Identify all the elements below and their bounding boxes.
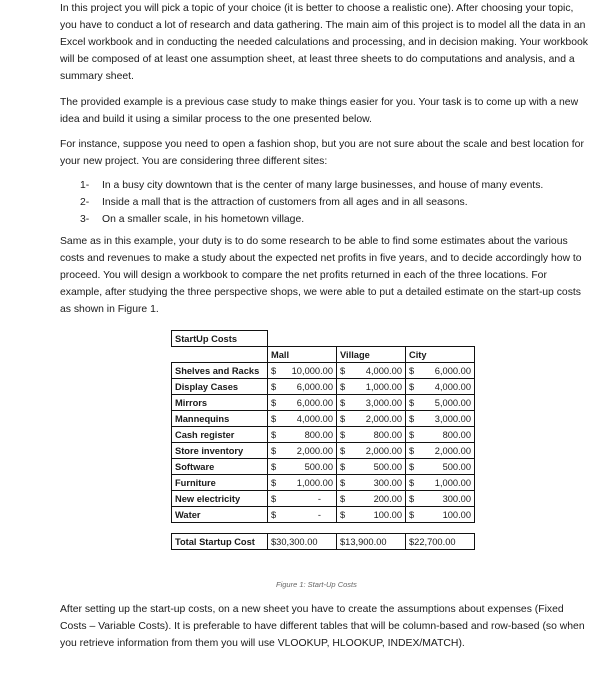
cost-cell: $ 3,000.00 bbox=[337, 395, 406, 411]
total-label: Total Startup Cost bbox=[172, 534, 268, 550]
cost-cell: $ 500.00 bbox=[268, 459, 337, 475]
column-header: Mall bbox=[268, 347, 337, 363]
table-row bbox=[172, 475, 475, 491]
cost-cell: $ - bbox=[268, 491, 337, 507]
cost-cell: $ 6,000.00 bbox=[268, 395, 337, 411]
total-row bbox=[172, 534, 475, 550]
table-row bbox=[172, 459, 475, 475]
startup-costs-table bbox=[171, 330, 475, 550]
row-label: Software bbox=[172, 459, 268, 475]
cost-cell: $ 500.00 bbox=[406, 459, 475, 475]
cost-cell: $ 800.00 bbox=[268, 427, 337, 443]
paragraph-after: After setting up the start-up costs, on a new sheet you have to create the assumptions about expenses (Fixed Costs – Variable Costs). It is preferable to have different tables that will be column-based and row-based (so when you retrieve information from them you will use VLOOKUP, HLOOKUP, INDEX/MATCH). bbox=[60, 604, 585, 649]
paragraph-example: The provided example is a previous case study to make things easier for you. Your task is to come up with a new idea and build it using a similar process to the one presented below. bbox=[60, 97, 579, 125]
row-label: Store inventory bbox=[172, 443, 268, 459]
paragraph-instance: For instance, suppose you need to open a fashion shop, but you are not sure about the scale and best location for your new project. You are considering three different sites: bbox=[60, 139, 584, 167]
row-label: Water bbox=[172, 507, 268, 523]
total-cell: $30,300.00 bbox=[268, 534, 337, 550]
list-item bbox=[60, 178, 588, 195]
list-item bbox=[60, 212, 588, 229]
cost-cell: $ 2,000.00 bbox=[337, 443, 406, 459]
table-row bbox=[172, 491, 475, 507]
cost-cell: $ 1,000.00 bbox=[337, 379, 406, 395]
cost-cell: $ 300.00 bbox=[337, 475, 406, 491]
row-label: Mannequins bbox=[172, 411, 268, 427]
cost-cell: $ 2,000.00 bbox=[337, 411, 406, 427]
table-row bbox=[172, 507, 475, 523]
row-label: Cash register bbox=[172, 427, 268, 443]
table-row bbox=[172, 443, 475, 459]
cost-cell: $ 2,000.00 bbox=[268, 443, 337, 459]
paragraph-same: Same as in this example, your duty is to do some research to be able to find some estimates about the various costs and revenues to make a study about the expected net profits in five years, and to decide accordingly how to proceed. You will design a workbook to compare the net profits returned in each of the three locations. For example, after studying the three perspective shops, we were able to put a detailed estimate on the start-up costs as shown in Figure 1. bbox=[60, 236, 582, 315]
cost-cell: $ 6,000.00 bbox=[406, 363, 475, 379]
figure-caption: Figure 1: Start-Up Costs bbox=[276, 580, 357, 589]
cost-cell: $ 800.00 bbox=[406, 427, 475, 443]
cost-cell: $ 10,000.00 bbox=[268, 363, 337, 379]
table-title-row bbox=[172, 331, 475, 347]
startup-costs-figure bbox=[171, 330, 475, 550]
table-row bbox=[172, 411, 475, 427]
cost-cell: $ 100.00 bbox=[337, 507, 406, 523]
list-number: 1- bbox=[80, 180, 90, 191]
cost-cell: $ 100.00 bbox=[406, 507, 475, 523]
cost-cell: $ 6,000.00 bbox=[268, 379, 337, 395]
list-item bbox=[60, 195, 588, 212]
paragraph-intro: In this project you will pick a topic of your choice (it is better to choose a realistic one). After choosing your topic, you have to conduct a lot of research and data gathering. The main aim of this project is to model all the data in an Excel workbook and in conducting the needed calculations and processing, and in decision making. Your workbook will be composed of at least one assumption sheet, at least three sheets to do computations and analysis, and a summary sheet. bbox=[60, 3, 588, 82]
cost-cell: $ 1,000.00 bbox=[268, 475, 337, 491]
row-label: Furniture bbox=[172, 475, 268, 491]
total-cell: $13,900.00 bbox=[337, 534, 406, 550]
cost-cell: $ 2,000.00 bbox=[406, 443, 475, 459]
total-cell: $22,700.00 bbox=[406, 534, 475, 550]
cost-cell: $ 500.00 bbox=[337, 459, 406, 475]
list-text: In a busy city downtown that is the center of many large businesses, and house of many events. bbox=[102, 180, 544, 191]
row-label: Display Cases bbox=[172, 379, 268, 395]
cost-cell: $ 300.00 bbox=[406, 491, 475, 507]
row-label: Shelves and Racks bbox=[172, 363, 268, 379]
row-label: Mirrors bbox=[172, 395, 268, 411]
table-header-row bbox=[172, 347, 475, 363]
cost-cell: $ 200.00 bbox=[337, 491, 406, 507]
list-number: 2- bbox=[80, 196, 90, 208]
cost-cell: $ - bbox=[268, 507, 337, 523]
column-header: City bbox=[406, 347, 475, 363]
cost-cell: $ 4,000.00 bbox=[337, 363, 406, 379]
cost-cell: $ 4,000.00 bbox=[406, 379, 475, 395]
site-list bbox=[60, 178, 588, 229]
list-number: 3- bbox=[80, 213, 90, 225]
cost-cell: $ 1,000.00 bbox=[406, 475, 475, 491]
cost-cell: $ 4,000.00 bbox=[268, 411, 337, 427]
cost-cell: $ 5,000.00 bbox=[406, 395, 475, 411]
row-label: New electricity bbox=[172, 491, 268, 507]
table-row bbox=[172, 395, 475, 411]
cost-cell: $ 3,000.00 bbox=[406, 411, 475, 427]
list-text: Inside a mall that is the attraction of customers from all ages and in all seasons. bbox=[102, 196, 468, 208]
table-row bbox=[172, 427, 475, 443]
table-row bbox=[172, 363, 475, 379]
table-title: StartUp Costs bbox=[172, 331, 268, 347]
cost-cell: $ 800.00 bbox=[337, 427, 406, 443]
list-text: On a smaller scale, in his hometown village. bbox=[102, 213, 305, 225]
table-row bbox=[172, 379, 475, 395]
column-header: Village bbox=[337, 347, 406, 363]
